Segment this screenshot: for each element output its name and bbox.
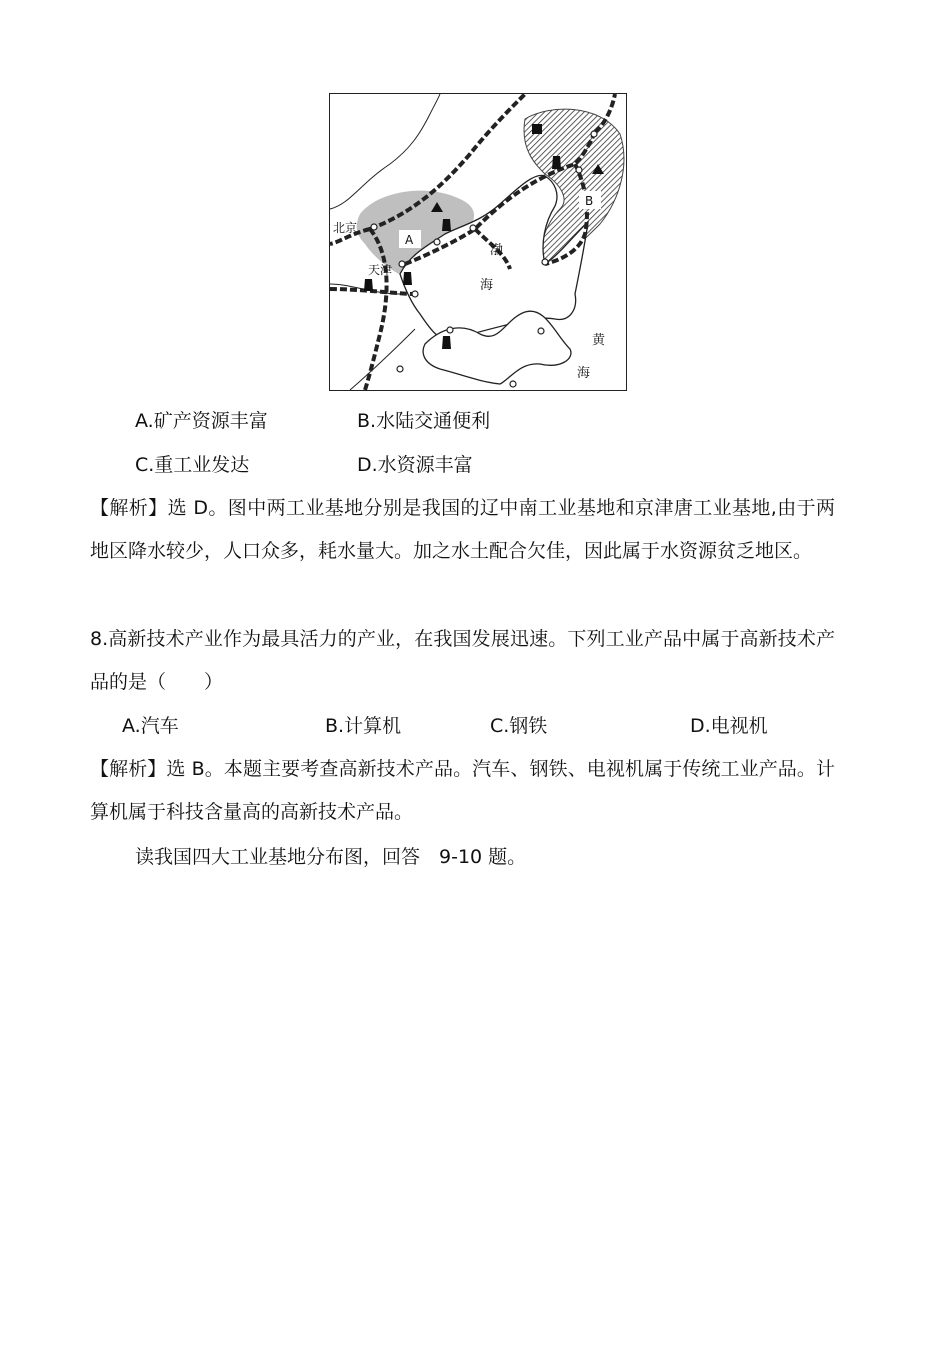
coal-square-icon bbox=[532, 124, 542, 134]
q7-analysis: 【解析】选 D。图中两工业基地分别是我国的辽中南工业基地和京津唐工业基地,由于两地区降水较少，人口众多，耗水量大。加之水土配合欠佳，因此属于水资源贫乏地区。 bbox=[90, 497, 835, 562]
q8-analysis: 【解析】选 B。本题主要考查高新技术产品。汽车、钢铁、电视机属于传统工业产品。计算机属于科技含量高的高新技术产品。 bbox=[90, 758, 835, 823]
oil-derrick-icon bbox=[403, 272, 412, 285]
label-region-b: B bbox=[585, 194, 594, 208]
label-bohai-2: 海 bbox=[480, 278, 494, 293]
label-bohai-1: 渤 bbox=[490, 243, 504, 258]
label-tianjin: 天津 bbox=[368, 263, 393, 277]
label-yellow-2: 海 bbox=[577, 366, 591, 381]
q8-option-b: B.计算机 bbox=[325, 715, 402, 737]
oil-derrick-icon bbox=[442, 336, 451, 349]
label-beijing: 北京 bbox=[333, 221, 358, 235]
label-region-a: A bbox=[405, 233, 414, 247]
next-question-intro: 读我国四大工业基地分布图，回答 9-10 题。 bbox=[135, 846, 527, 868]
q8-option-c: C.钢铁 bbox=[490, 715, 548, 737]
oil-derrick-icon bbox=[552, 156, 561, 169]
q7-option-b: B.水陆交通便利 bbox=[357, 410, 491, 432]
map-drawing bbox=[330, 94, 626, 390]
label-yellow-1: 黄 bbox=[592, 333, 606, 348]
q7-option-c: C.重工业发达 bbox=[135, 454, 250, 476]
oil-derrick-icon bbox=[364, 279, 373, 291]
q8-question: 8.高新技术产业作为最具活力的产业，在我国发展迅速。下列工业产品中属于高新技术产品的是（ ） bbox=[90, 628, 835, 693]
q7-option-a: A.矿产资源丰富 bbox=[135, 410, 268, 432]
industrial-base-map bbox=[329, 93, 627, 391]
q8-option-a: A.汽车 bbox=[122, 715, 179, 737]
oil-derrick-icon bbox=[442, 219, 451, 231]
q7-option-d: D.水资源丰富 bbox=[357, 454, 473, 476]
q8-option-d: D.电视机 bbox=[690, 715, 768, 737]
